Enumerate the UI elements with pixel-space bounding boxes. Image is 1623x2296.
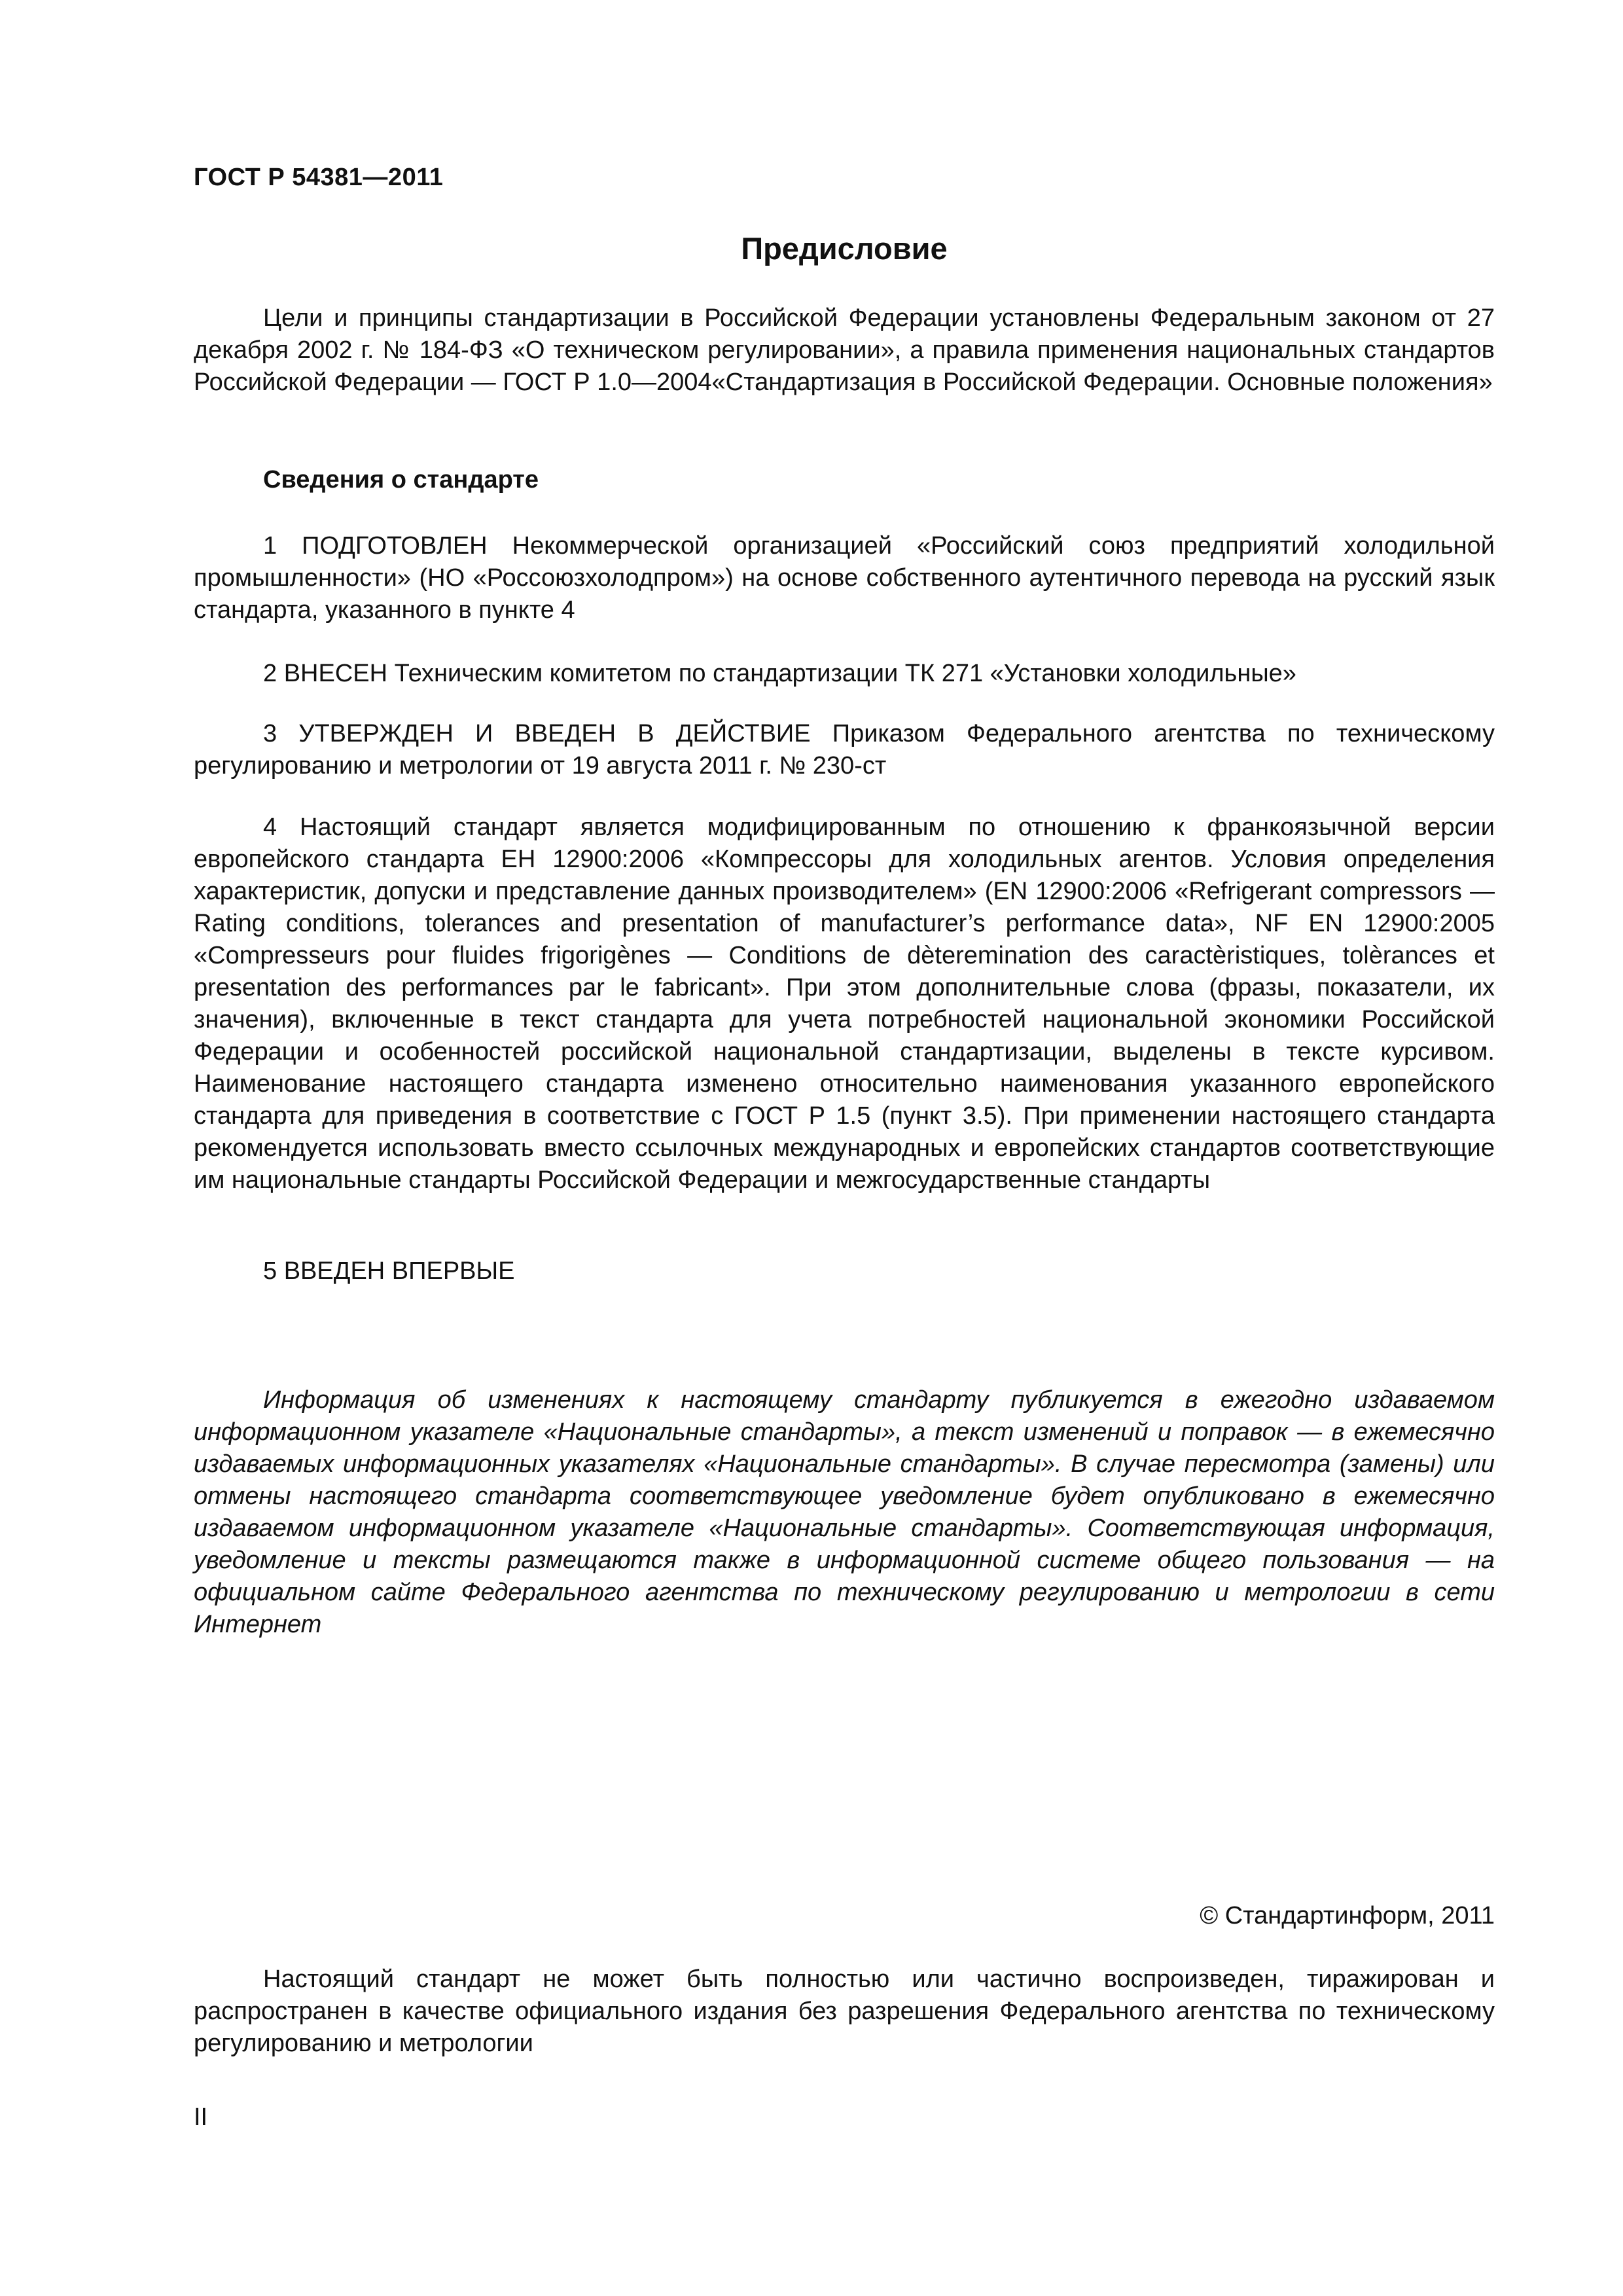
item-3: 3 УТВЕРЖДЕН И ВВЕДЕН В ДЕЙСТВИЕ Приказом Федерального агентства по техническому регулированию и метрологии от 19 августа 2011 г. № 230-ст [194,720,1495,780]
section-heading: Сведения о стандарте [263,466,539,493]
copyright-notice: © Стандартинформ, 2011 [1200,1902,1495,1929]
document-code: ГОСТ Р 54381—2011 [194,164,444,191]
page-title: Предисловие [741,231,948,266]
page-number: II [194,2104,208,2131]
item-5: 5 ВВЕДЕН ВПЕРВЫЕ [263,1257,515,1285]
item-4: 4 Настоящий стандарт является модифицированным по отношению к франкоязычной версии европейского стандарта ЕН 12900:2006 «Компрессоры для холодильных агентов. Условия определения характеристик, допуски и представление данных производителем» (EN 12900:2006 «Refrigerant compressors — Rating conditions, tolerances and presentation of manufacturer’s performance data», NF EN 12900:2005 «Compresseurs pour fluides frigorigènes — Conditions de dèteremination des caractèristiques, tolèrances et presentation des performances par le fabricant». При этом дополнительные слова (фразы, показатели, их значения), включенные в текст стандарта для учета потребностей национальной экономики Российской Федерации и особенностей российской национальной стандартизации, выделены в тексте курсивом. Наименование настоящего стандарта изменено относительно наименования указанного европейского стандарта для приведения в соответствие с ГОСТ Р 1.5 (пункт 3.5). При применении настоящего стандарта рекомендуется использовать вместо ссылочных международных и европейских стандартов соответствующие им национальные стандарты Российской Федерации и межгосударственные стандарты [194,814,1495,1194]
item-1: 1 ПОДГОТОВЛЕН Некоммерческой организацией «Российский союз предприятий холодильной промышленности» (НО «Россоюзхолодпром») на основе собственного аутентичного перевода на русский язык стандарта, указанного в пункте 4 [194,532,1495,624]
changes-notice: Информация об изменениях к настоящему стандарту публикуется в ежегодно издаваемом информационном указателе «Национальные стандарты», а текст изменений и поправок — в ежемесячно издаваемых информационных указателях «Национальные стандарты». В случае пересмотра (замены) или отмены настоящего стандарта соответствующее уведомление будет опубликовано в ежемесячно издаваемом информационном указателе «Национальные стандарты». Соответствующая информация, уведомление и тексты размещаются также в информационной системе общего пользования — на официальном сайте Федерального агентства по техническому регулированию и метрологии в сети Интернет [194,1386,1495,1638]
intro-paragraph: Цели и принципы стандартизации в Российской Федерации установлены Федеральным законом от 27 декабря 2002 г. № 184-ФЗ «О техническом регулировании», а правила применения национальных стандартов Российской Федерации — ГОСТ Р 1.0—2004«Стандартизация в Российской Федерации. Основные положения» [194,304,1495,396]
item-2: 2 ВНЕСЕН Техническим комитетом по стандартизации ТК 271 «Установки холодильные» [263,660,1296,687]
reproduction-notice: Настоящий стандарт не может быть полностью или частично воспроизведен, тиражирован и распространен в качестве официального издания без разрешения Федерального агентства по техническому регулированию и метрологии [194,1965,1495,2057]
